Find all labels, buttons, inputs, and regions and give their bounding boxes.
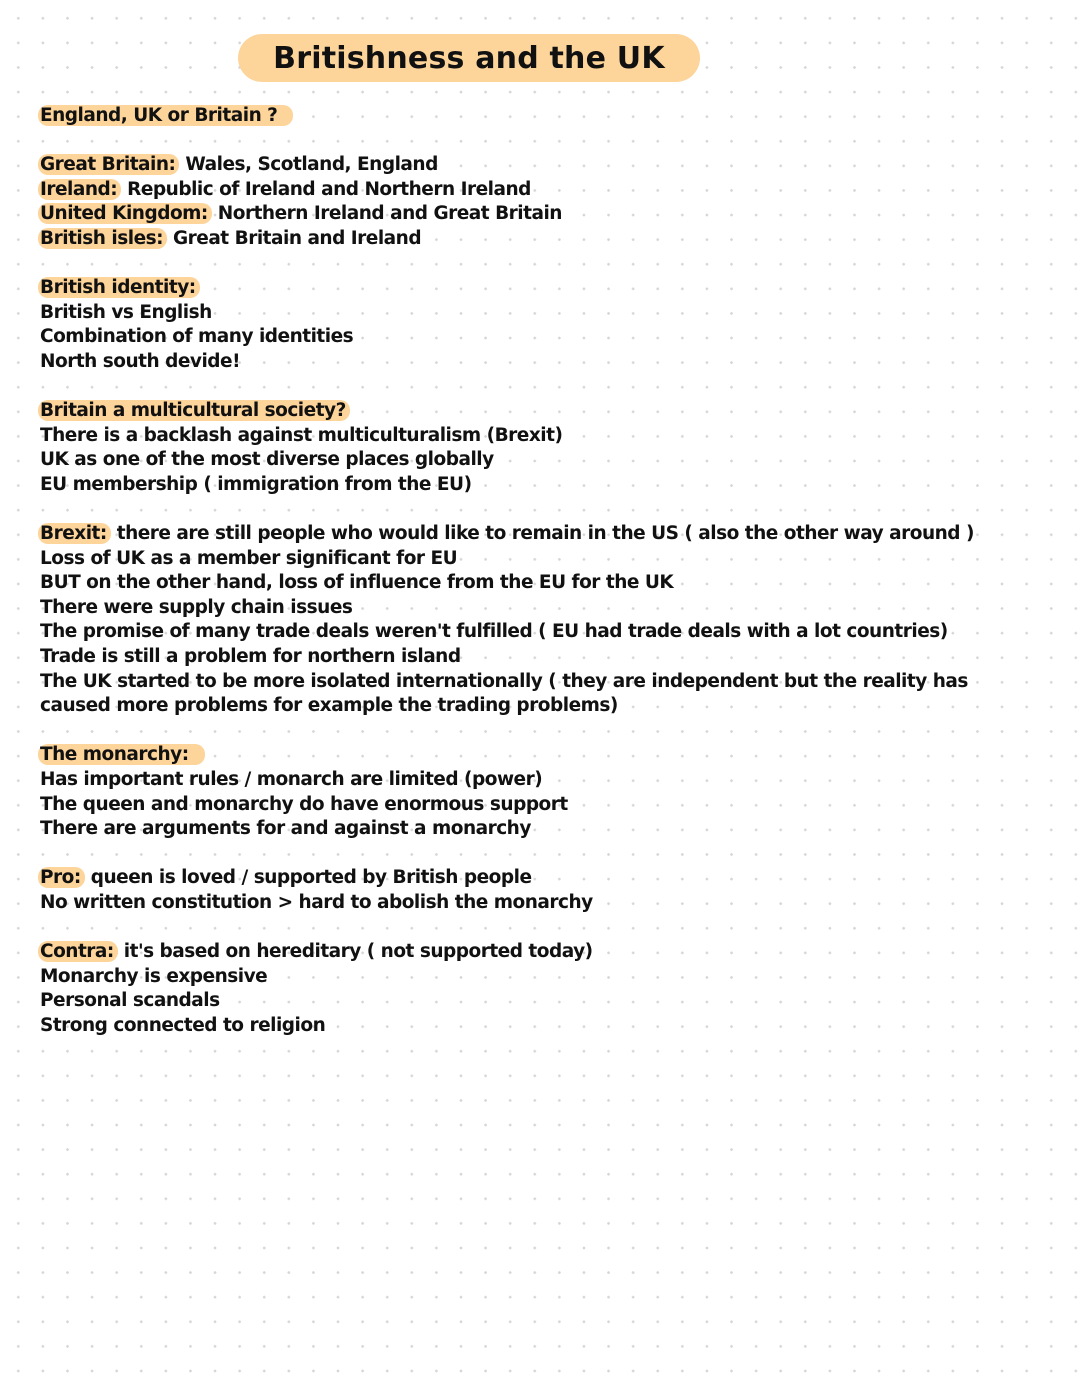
term-label: Pro:: [38, 867, 85, 888]
term-line: [40, 522, 1040, 547]
term-line: [40, 178, 1040, 203]
note-line: Combination of many identities: [40, 326, 354, 348]
note-line: The promise of many trade deals weren't fulfilled ( EU had trade deals with a lot countries): [40, 621, 948, 643]
section-contra: [40, 940, 1040, 1038]
note-line: EU membership ( immigration from the EU): [40, 473, 472, 495]
term-definition: Wales, Scotland, England: [179, 154, 438, 176]
note-line: Has important rules / monarch are limited (power): [40, 769, 543, 791]
note-line: North south devide!: [40, 350, 241, 372]
notes-body: [40, 104, 1040, 1063]
note-line: There is a backlash against multiculturalism (Brexit): [40, 424, 563, 446]
note-line: The UK started to be more isolated internationally ( they are independent but the reality has caused more problems for example the trading problems): [40, 670, 968, 717]
term-label: British isles:: [38, 228, 167, 249]
note-line: Trade is still a problem for northern island: [40, 646, 461, 668]
term-line: [40, 227, 1040, 252]
section-heading: British identity:: [38, 277, 200, 298]
term-label: Contra:: [38, 941, 118, 962]
term-definition: it's based on hereditary ( not supported today): [117, 941, 593, 963]
section-heading: The monarchy:: [38, 744, 205, 765]
term-definition: there are still people who would like to remain in the US ( also the other way around ): [110, 523, 974, 545]
section-pro: [40, 866, 1040, 915]
term-definition: Republic of Ireland and Northern Ireland: [121, 178, 531, 200]
section-terms: [40, 153, 1040, 251]
note-line: British vs English: [40, 301, 212, 323]
section-heading: England, UK or Britain ?: [38, 105, 293, 126]
note-line: No written constitution > hard to abolish the monarchy: [40, 892, 593, 913]
term-line: [40, 940, 1040, 965]
term-line: [40, 202, 1040, 227]
section-heading: Britain a multicultural society?: [38, 400, 350, 421]
note-line: There were supply chain issues: [40, 596, 353, 618]
note-line: Personal scandals: [40, 990, 220, 1012]
section-monarchy: [40, 743, 1040, 841]
term-definition: queen is loved / supported by British people: [84, 867, 532, 889]
term-definition: Great Britain and Ireland: [167, 227, 422, 249]
term-line: [40, 866, 1040, 891]
section-brexit: [40, 522, 1040, 719]
note-line: There are arguments for and against a monarchy: [40, 818, 531, 840]
term-label: Great Britain:: [38, 154, 179, 175]
note-line: The queen and monarchy do have enormous support: [40, 793, 568, 815]
note-line: Loss of UK as a member significant for EU: [40, 547, 458, 569]
term-definition: Northern Ireland and Great Britain: [211, 203, 562, 225]
term-line: [40, 153, 1040, 178]
note-line: UK as one of the most diverse places globally: [40, 449, 494, 471]
note-line: Monarchy is expensive: [40, 965, 268, 987]
section-british-identity: [40, 276, 1040, 374]
section-england-uk-britain: [40, 104, 1040, 129]
term-label: Brexit:: [38, 523, 111, 544]
section-multicultural: [40, 399, 1040, 497]
page-title: Britishness and the UK: [238, 34, 700, 82]
term-label: United Kingdom:: [38, 203, 212, 224]
term-label: Ireland:: [38, 179, 121, 200]
note-line: Strong connected to religion: [40, 1014, 326, 1036]
note-line: BUT on the other hand, loss of influence from the EU for the UK: [40, 572, 674, 594]
